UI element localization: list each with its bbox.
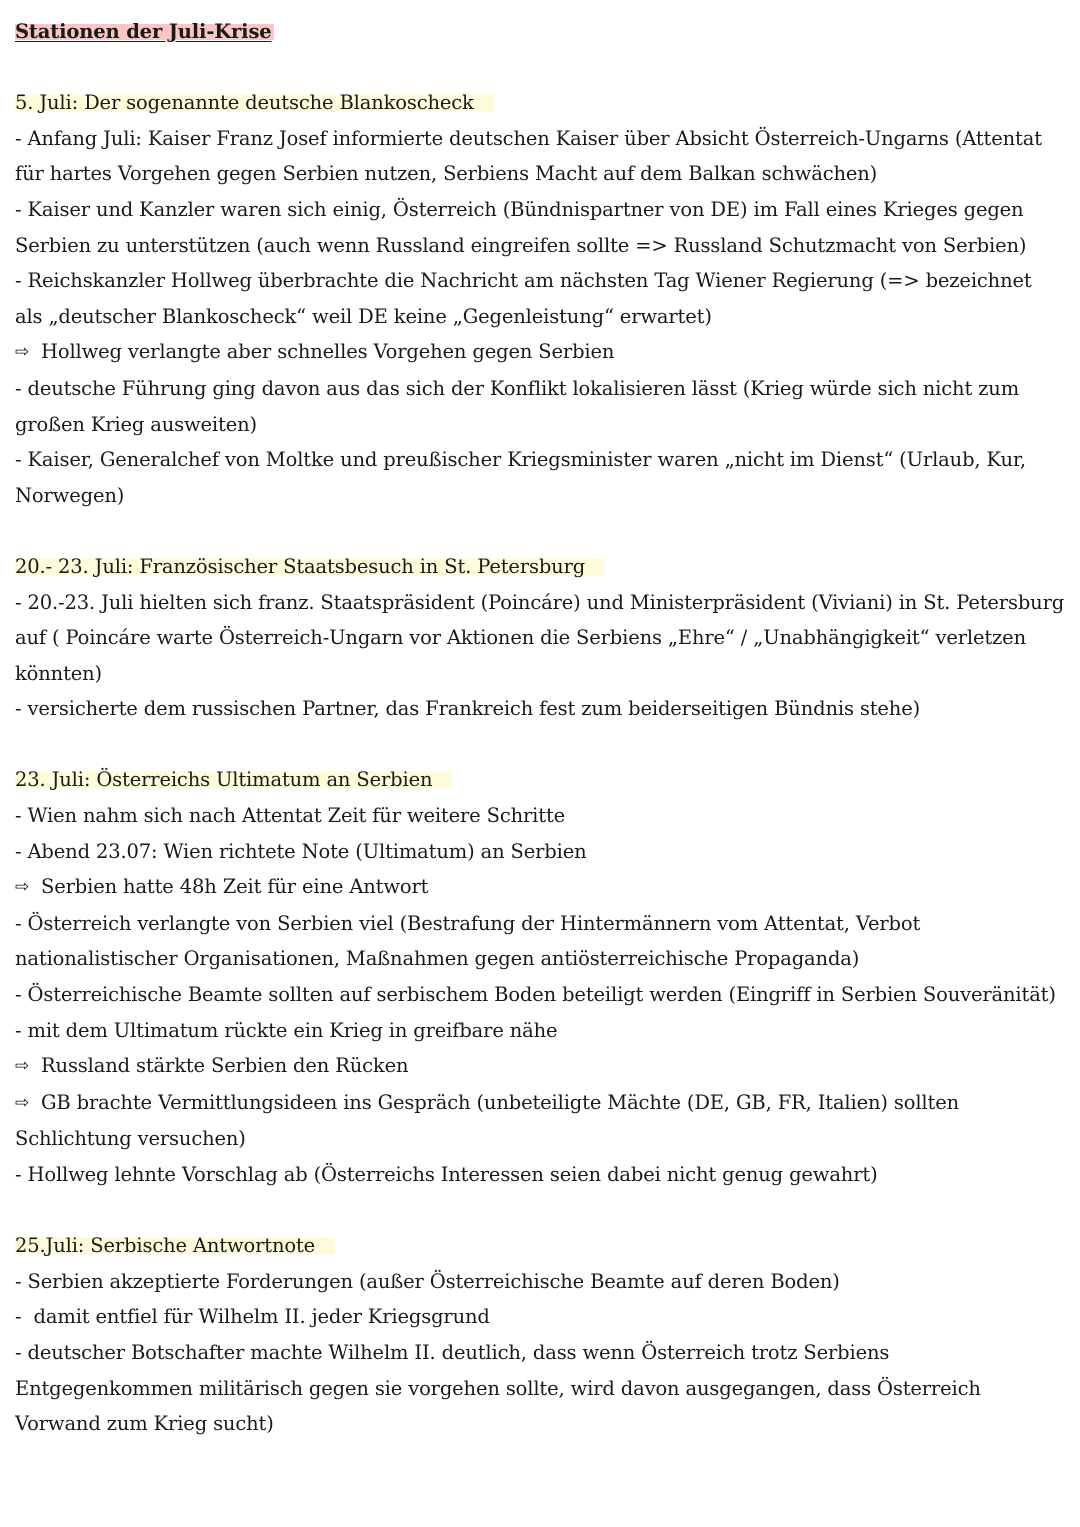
document-title: Stationen der Juli-Krise — [15, 20, 272, 43]
list-item — [15, 691, 1065, 727]
item-text: GB brachte Vermittlungsideen ins Gespräch (unbeteiligte Mächte (DE, GB, FR, Italien) sollten Schlichtung versuchen) — [15, 1090, 960, 1151]
list-item — [15, 263, 1065, 334]
bullet-marker: - — [15, 839, 28, 863]
item-text: Wien nahm sich nach Attentat Zeit für weitere Schritte — [27, 804, 566, 828]
arrow-right-icon: ⇨ — [15, 1092, 30, 1113]
list-item — [15, 121, 1065, 192]
item-text: mit dem Ultimatum rückte ein Krieg in greifbare nähe — [27, 1018, 558, 1042]
document-page — [15, 14, 1065, 1442]
bullet-marker: - — [15, 983, 28, 1007]
item-text: Abend 23.07: Wien richtete Note (Ultimatum) an Serbien — [27, 839, 587, 863]
bullet-marker: - — [15, 269, 28, 293]
item-text: Reichskanzler Hollweg überbrachte die Nachricht am nächsten Tag Wiener Regierung (=> bezeichnet als „deutscher Blankoscheck“ weil DE keine „Gegenleistung“ erwartet) — [15, 269, 1032, 328]
bullet-marker: - — [15, 1018, 28, 1042]
list-item — [15, 585, 1065, 692]
item-text: Anfang Juli: Kaiser Franz Josef informierte deutschen Kaiser über Absicht Österreich-Ungarns (Attentat für hartes Vorgehen gegen Serbien nutzen, Serbiens Macht auf dem Balkan schwächen) — [15, 126, 1042, 186]
item-text: Österreich verlangte von Serbien viel (Bestrafung der Hintermännern vom Attentat, Verbot nationalistischer Organisationen, Maßnahmen gegen antiösterreichische Propaganda) — [15, 911, 921, 971]
title-line — [15, 14, 1065, 50]
list-item — [15, 798, 1065, 834]
list-item — [15, 371, 1065, 442]
bullet-marker: - — [15, 197, 28, 221]
bullet-marker: - — [15, 1340, 28, 1364]
list-item — [15, 834, 1065, 870]
bullet-marker: - — [15, 1163, 28, 1186]
list-item — [15, 1013, 1065, 1049]
bullet-marker: - — [15, 448, 28, 472]
list-item — [15, 906, 1065, 977]
section-heading: 5. Juli: Der sogenannte deutsche Blankoscheck — [15, 91, 494, 114]
list-item — [15, 1335, 1065, 1442]
bullet-marker: - — [15, 1305, 34, 1329]
item-text: Hollweg lehnte Vorschlag ab (Österreichs Interessen seien dabei nicht genug gewahrt) — [27, 1163, 878, 1186]
list-item — [15, 442, 1065, 513]
section-blankoscheck — [15, 85, 1065, 513]
list-item — [15, 977, 1065, 1013]
item-text: 20.-23. Juli hielten sich franz. Staatspräsident (Poincáre) und Ministerpräsident (Viviani) in St. Petersburg auf ( Poincáre warte Österreich-Ungarn vor Aktionen die Serbiens „Ehre“ / „Unabhängigkeit“ verletzen könnten) — [15, 590, 1065, 685]
bullet-marker: - — [15, 590, 28, 614]
item-text: Russland stärkte Serbien den Rücken — [41, 1054, 409, 1078]
arrow-right-icon: ⇨ — [15, 877, 30, 898]
section-ultimatum — [15, 762, 1065, 1192]
item-text: deutsche Führung ging davon aus das sich der Konflikt lokalisieren lässt (Krieg würde sich nicht zum großen Krieg ausweiten) — [15, 376, 1020, 436]
item-text: Kaiser und Kanzler waren sich einig, Österreich (Bündnispartner von DE) im Fall eines Krieges gegen Serbien zu unterstützen (auch wenn Russland eingreifen sollte => Russland Schutzmacht von Serbien) — [15, 197, 1027, 257]
section-staatsbesuch — [15, 549, 1065, 727]
list-item — [15, 1299, 1065, 1335]
bullet-marker: - — [15, 804, 28, 828]
section-heading: 20.- 23. Juli: Französischer Staatsbesuch in St. Petersburg — [15, 555, 605, 578]
list-item — [15, 1264, 1065, 1300]
item-text: Österreichische Beamte sollten auf serbischem Boden beteiligt werden (Eingriff in Serbien Souveränität) — [27, 983, 1056, 1007]
section-heading: 25.Juli: Serbische Antwortnote — [15, 1234, 335, 1257]
item-text: Kaiser, Generalchef von Moltke und preußischer Kriegsminister waren „nicht im Dienst“ (Urlaub, Kur, Norwegen) — [15, 448, 1026, 507]
bullet-marker: - — [15, 126, 28, 150]
bullet-marker: - — [15, 1269, 28, 1293]
arrow-right-icon: ⇨ — [15, 1056, 30, 1077]
bullet-marker: - — [15, 697, 28, 721]
list-item — [15, 869, 1065, 906]
section-heading: 23. Juli: Österreichs Ultimatum an Serbien — [15, 768, 452, 791]
section-antwortnote — [15, 1228, 1065, 1442]
bullet-marker: - — [15, 911, 28, 935]
item-text: Serbien akzeptierte Forderungen (außer Österreichische Beamte auf deren Boden) — [27, 1269, 840, 1293]
list-item — [15, 1048, 1065, 1085]
list-item — [15, 334, 1065, 371]
list-item — [15, 192, 1065, 263]
item-text: damit entfiel für Wilhelm II. jeder Kriegsgrund — [33, 1305, 490, 1329]
list-item — [15, 1157, 1065, 1193]
bullet-marker: - — [15, 376, 28, 400]
item-text: Hollweg verlangte aber schnelles Vorgehen gegen Serbien — [41, 340, 615, 364]
item-text: versicherte dem russischen Partner, das Frankreich fest zum beiderseitigen Bündnis stehe) — [27, 697, 921, 721]
item-text: Serbien hatte 48h Zeit für eine Antwort — [41, 875, 429, 899]
arrow-right-icon: ⇨ — [15, 342, 30, 363]
item-text: deutscher Botschafter machte Wilhelm II. deutlich, dass wenn Österreich trotz Serbiens Entgegenkommen militärisch gegen sie vorgehen sollte, wird davon ausgegangen, dass Österreich Vorwand zum Krieg sucht) — [15, 1340, 981, 1436]
list-item — [15, 1085, 1065, 1157]
